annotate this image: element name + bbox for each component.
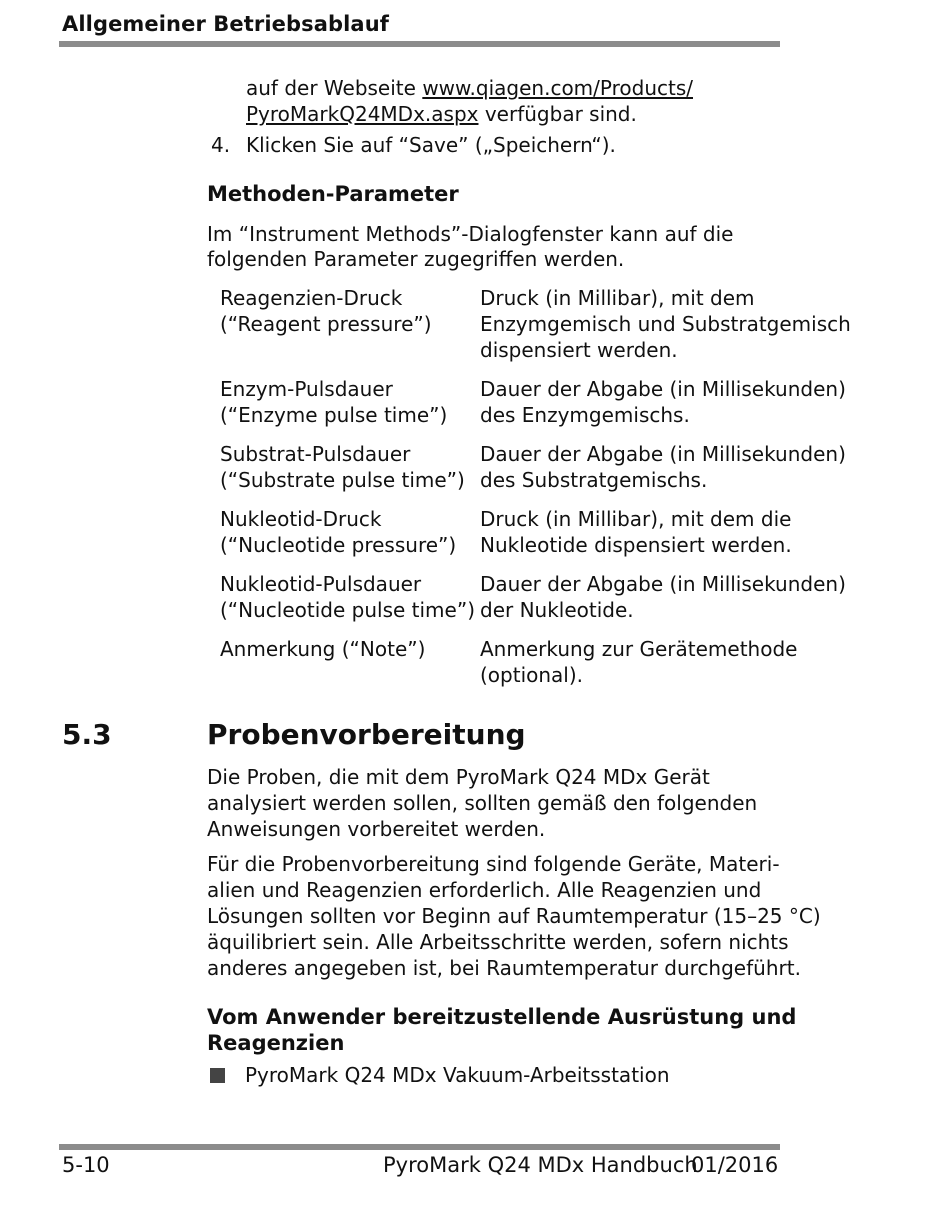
parameter-description-line: Enzymgemisch und Substratgemisch bbox=[480, 312, 851, 336]
parameter-name bbox=[220, 376, 447, 428]
equipment-heading bbox=[207, 1004, 796, 1056]
step-number: 4. bbox=[211, 133, 231, 157]
intro-line-2-text: verfügbar sind. bbox=[478, 102, 637, 126]
parameter-name-line: Anmerkung (“Note”) bbox=[220, 637, 426, 661]
parameter-name-line: Nukleotid-Pulsdauer bbox=[220, 572, 422, 596]
paragraph-line: Für die Probenvorbereitung sind folgende Geräte, Materi- bbox=[207, 852, 780, 876]
intro-line-1-text: auf der Webseite bbox=[246, 76, 423, 100]
parameter-description-line: Nukleotide dispensiert werden. bbox=[480, 533, 792, 557]
parameter-name bbox=[220, 571, 475, 623]
parameter-name-line: (“Reagent pressure”) bbox=[220, 312, 432, 336]
paragraph-line: Lösungen sollten vor Beginn auf Raumtemperatur (15–25 °C) bbox=[207, 904, 821, 928]
header-rule bbox=[59, 41, 780, 47]
parameter-description-line: dispensiert werden. bbox=[480, 338, 678, 362]
paragraph-line: alien und Reagenzien erforderlich. Alle Reagenzien und bbox=[207, 878, 762, 902]
intro-line-1 bbox=[246, 75, 693, 101]
parameter-description bbox=[480, 636, 797, 688]
paragraph-line: analysiert werden sollen, sollten gemäß den folgenden bbox=[207, 791, 758, 815]
section-title: Probenvorbereitung bbox=[207, 718, 526, 751]
parameter-description bbox=[480, 571, 846, 623]
paragraph-2 bbox=[207, 851, 821, 981]
parameter-name bbox=[220, 441, 465, 493]
parameter-description-line: des Substratgemischs. bbox=[480, 468, 708, 492]
product-url-link-part1[interactable]: www.qiagen.com/Products/ bbox=[422, 76, 693, 100]
parameter-description-line: Druck (in Millibar), mit dem die bbox=[480, 507, 792, 531]
parameter-name-line: Nukleotid-Druck bbox=[220, 507, 382, 531]
paragraph-line: äquilibriert sein. Alle Arbeitsschritte werden, sofern nichts bbox=[207, 930, 789, 954]
equipment-heading-line: Vom Anwender bereitzustellende Ausrüstung und bbox=[207, 1005, 797, 1029]
parameter-description-line: (optional). bbox=[480, 663, 584, 687]
parameter-description-line: des Enzymgemischs. bbox=[480, 403, 690, 427]
parameter-name-line: (“Substrate pulse time”) bbox=[220, 468, 465, 492]
methods-heading: Methoden-Parameter bbox=[207, 182, 459, 206]
step-text: Klicken Sie auf “Save” („Speichern“). bbox=[246, 133, 616, 157]
paragraph-1 bbox=[207, 764, 757, 842]
footer-rule bbox=[59, 1144, 780, 1150]
parameter-description bbox=[480, 441, 846, 493]
footer-doc-date: 01/2016 bbox=[691, 1153, 779, 1177]
footer-doc-title: PyroMark Q24 MDx Handbuch bbox=[383, 1153, 698, 1177]
bullet-item: PyroMark Q24 MDx Vakuum-Arbeitsstation bbox=[245, 1063, 670, 1087]
parameter-name-line: Reagenzien-Druck bbox=[220, 286, 403, 310]
section-number: 5.3 bbox=[62, 718, 112, 751]
parameter-description-line: Dauer der Abgabe (in Millisekunden) bbox=[480, 377, 846, 401]
bullet-square-icon bbox=[210, 1068, 225, 1083]
parameter-description bbox=[480, 376, 846, 428]
parameter-name-line: (“Nucleotide pressure”) bbox=[220, 533, 457, 557]
methods-intro-line: Im “Instrument Methods”-Dialogfenster kann auf die bbox=[207, 222, 734, 246]
running-header: Allgemeiner Betriebsablauf bbox=[62, 12, 389, 36]
product-url-link-part2[interactable]: PyroMarkQ24MDx.aspx bbox=[246, 102, 479, 126]
parameter-name bbox=[220, 636, 425, 662]
parameter-name-line: Enzym-Pulsdauer bbox=[220, 377, 393, 401]
paragraph-line: Die Proben, die mit dem PyroMark Q24 MDx Gerät bbox=[207, 765, 710, 789]
parameter-description bbox=[480, 285, 851, 363]
parameter-description-line: der Nukleotide. bbox=[480, 598, 634, 622]
parameter-description-line: Dauer der Abgabe (in Millisekunden) bbox=[480, 442, 846, 466]
parameter-description-line: Dauer der Abgabe (in Millisekunden) bbox=[480, 572, 846, 596]
page-number: 5-10 bbox=[62, 1153, 110, 1177]
parameter-description-line: Druck (in Millibar), mit dem bbox=[480, 286, 755, 310]
parameter-name-line: Substrat-Pulsdauer bbox=[220, 442, 411, 466]
parameter-name bbox=[220, 506, 456, 558]
parameter-name-line: (“Nucleotide pulse time”) bbox=[220, 598, 476, 622]
parameter-name bbox=[220, 285, 432, 337]
paragraph-line: anderes angegeben ist, bei Raumtemperatur durchgeführt. bbox=[207, 956, 801, 980]
parameter-description-line: Anmerkung zur Gerätemethode bbox=[480, 637, 798, 661]
methods-intro-line: folgenden Parameter zugegriffen werden. bbox=[207, 247, 625, 271]
intro-line-2 bbox=[246, 101, 637, 127]
paragraph-line: Anweisungen vorbereitet werden. bbox=[207, 817, 546, 841]
equipment-heading-line: Reagenzien bbox=[207, 1031, 345, 1055]
parameter-name-line: (“Enzyme pulse time”) bbox=[220, 403, 448, 427]
parameter-description bbox=[480, 506, 792, 558]
